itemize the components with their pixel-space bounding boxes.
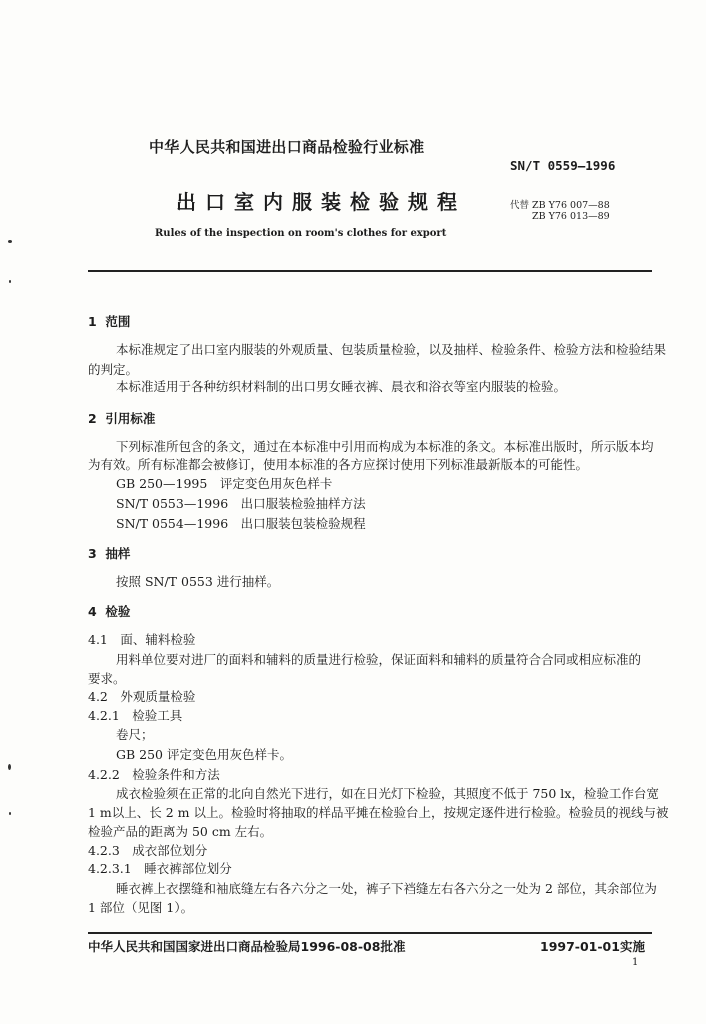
- header-rule: [88, 270, 652, 272]
- reference-item: SN/T 0554—1996 出口服装包装检验规程: [116, 516, 366, 531]
- subsection-heading: 4.2.2 检验条件和方法: [88, 767, 220, 782]
- paragraph: 1 部位（见图 1）。: [88, 900, 194, 915]
- paragraph: 用料单位要对进厂的面料和辅料的质量进行检验，保证面料和辅料的质量符合合同或相应标准的: [116, 652, 642, 667]
- section-4-heading: 4 检验: [88, 604, 131, 619]
- effective-date: 1997-01-01实施: [540, 939, 645, 954]
- paragraph: 为有效。所有标准都会被修订，使用本标准的各方应探讨使用下列标准最新版本的可能性。: [88, 457, 589, 472]
- replaces-block: [510, 200, 610, 222]
- standard-number: SN/T 0559—1996: [510, 158, 616, 173]
- reference-item: SN/T 0553—1996 出口服装检验抽样方法: [116, 496, 366, 511]
- scan-speck: [9, 280, 11, 283]
- paragraph: 检验产品的距离为 50 cm 左右。: [88, 824, 273, 839]
- subsection-heading: 4.1 面、辅料检验: [88, 632, 196, 647]
- scan-speck: [9, 812, 11, 815]
- subsection-heading: 4.2 外观质量检验: [88, 689, 196, 704]
- english-title: Rules of the inspection on room's clothes for export: [155, 228, 447, 239]
- document-title: 出口室内服装检验规程: [176, 190, 466, 214]
- paragraph: 本标准适用于各种纺织材料制的出口男女睡衣裤、晨衣和浴衣等室内服装的检验。: [116, 379, 567, 394]
- paragraph: 要求。: [88, 671, 126, 686]
- paragraph: 按照 SN/T 0553 进行抽样。: [116, 574, 280, 589]
- section-3-heading: 3 抽样: [88, 546, 131, 561]
- paragraph: 成衣检验须在正常的北向自然光下进行，如在日光灯下检验，其照度不低于 750 lx，检验工作台宽: [116, 786, 659, 801]
- section-1-heading: 1 范围: [88, 314, 131, 329]
- page-number: 1: [632, 957, 639, 968]
- subsection-heading: 4.2.1 检验工具: [88, 708, 183, 723]
- scan-speck: [8, 764, 11, 770]
- subsection-heading: 4.2.3 成衣部位划分: [88, 843, 208, 858]
- replaces-standard-1: ZB Y76 007—88: [532, 200, 610, 211]
- approval-line: 中华人民共和国国家进出口商品检验局1996-08-08批准: [88, 939, 406, 954]
- replaces-standard-2: ZB Y76 013—89: [532, 211, 610, 222]
- paragraph: 下列标准所包含的条文，通过在本标准中引用而构成为本标准的条文。本标准出版时，所示版本均: [116, 439, 654, 454]
- paragraph: 睡衣裤上衣摆缝和袖底缝左右各六分之一处，裤子下裆缝左右各六分之一处为 2 部位，其余部位为: [116, 881, 657, 896]
- list-item: GB 250 评定变色用灰色样卡。: [116, 747, 292, 762]
- paragraph: 1 m以上、长 2 m 以上。检验时将抽取的样品平摊在检验台上，按规定逐件进行检验。检验员的视线与被: [88, 805, 669, 820]
- section-2-heading: 2 引用标准: [88, 411, 156, 426]
- footer-rule: [88, 932, 652, 934]
- reference-item: GB 250—1995 评定变色用灰色样卡: [116, 476, 333, 491]
- paragraph: 的判定。: [88, 362, 139, 377]
- scan-speck: [8, 240, 12, 243]
- replaces-label: 代替: [510, 200, 530, 211]
- list-item: 卷尺；: [116, 727, 154, 742]
- org-title: 中华人民共和国进出口商品检验行业标准: [149, 138, 425, 156]
- paragraph: 本标准规定了出口室内服装的外观质量、包装质量检验，以及抽样、检验条件、检验方法和检验结果: [116, 342, 667, 357]
- subsection-heading: 4.2.3.1 睡衣裤部位划分: [88, 861, 232, 876]
